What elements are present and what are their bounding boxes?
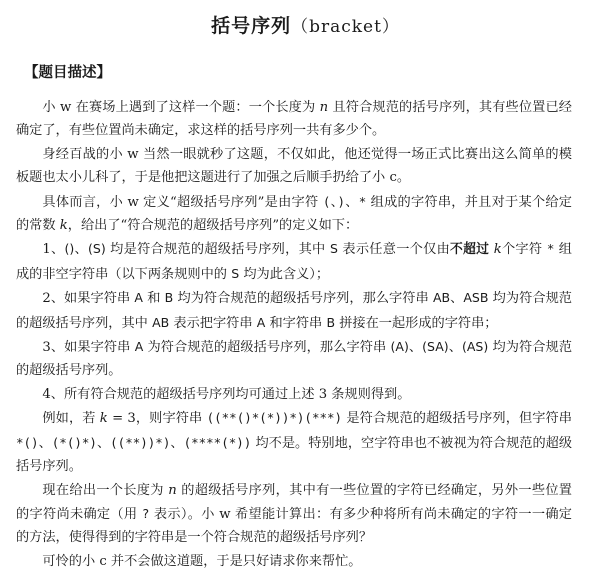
text-span: 表示把字符串	[169, 315, 257, 331]
paragraph-example	[16, 406, 572, 478]
rule-4	[16, 383, 572, 406]
variable-k: k	[59, 218, 68, 234]
text-span: 组成的字符串，并且对于某个给定的常数	[16, 194, 572, 234]
text-span: 均不是。特别地，空字符串也不被视为符合规范的超级括号序列。	[16, 435, 573, 475]
code-a-wrapped: (A)	[390, 339, 409, 355]
rule-3	[16, 335, 572, 383]
example-invalid: *()	[16, 434, 39, 450]
text-span: 、	[448, 340, 462, 356]
rule-1	[16, 237, 572, 286]
code-b: B	[164, 290, 174, 306]
text-span: 1、	[42, 242, 65, 258]
text-span: 、	[450, 291, 464, 307]
text-span: 、	[408, 340, 423, 356]
variable-k: k	[493, 242, 502, 258]
variable-k: k	[99, 411, 108, 427]
paragraph-closing	[16, 550, 572, 573]
text-span: 拼接在一起形成的字符串；	[335, 315, 498, 331]
text-span: 均为符合规范的超级括号序列。	[16, 340, 573, 379]
code-ab: AB	[152, 314, 170, 330]
problem-description	[16, 96, 572, 573]
text-span: 为符合规范的超级括号序列，那么字符串	[143, 340, 391, 356]
text-span: 、	[345, 194, 359, 210]
code-s: S	[231, 265, 240, 281]
variable-n: n	[168, 482, 177, 498]
code-a: A	[256, 314, 266, 330]
text-span: = 3	[107, 411, 136, 427]
emphasis-not-exceeding: 不超过	[450, 242, 490, 258]
text-span: 均是符合规范的超级括号序列，其中	[105, 242, 330, 258]
text-span: 可怜的小 c 并不会做这道题，于是只好请求你来帮忙。	[42, 553, 362, 569]
example-invalid: (*()*)	[51, 434, 97, 450]
text-span: 和	[142, 291, 165, 307]
text-span: 的超级括号序列，其中有一些位置的字符已经确定，另外一些位置的字符尚未确定（用	[16, 482, 572, 522]
text-span: 且符合规范的括号序列，其有些位置已经确定了，有些位置尚未确定，求这样的括号序列一共有多少个。	[16, 100, 572, 139]
text-span: 个字符	[501, 242, 547, 258]
title-english: （bracket）	[291, 17, 400, 37]
text-span: 身经百战的小 w 当然一眼就秒了这题，不仅如此，他还觉得一场正式比赛出这么简单的模板题也太小儿科了，于是他把这题进行了加强之后顺手扔给了小 c。	[16, 146, 572, 186]
code-as-wrapped: (AS)	[462, 339, 489, 355]
page-title	[0, 12, 611, 41]
text-span: 例如，若	[42, 411, 100, 427]
title-chinese: 括号序列	[211, 15, 292, 37]
text-span: 小 w 在赛场上遇到了这样一个题：一个长度为	[42, 100, 320, 115]
code-pair: ()	[64, 241, 75, 257]
section-heading-description: 【题目描述】	[24, 65, 111, 81]
paragraph-strengthen	[16, 143, 572, 190]
variable-n: n	[319, 100, 329, 115]
code-s-wrapped: (S)	[88, 241, 106, 257]
char-open-paren: (	[322, 193, 331, 209]
text-span: 、	[74, 242, 89, 258]
example-valid: ((**()*(*))*)(***)	[206, 410, 343, 426]
example-invalid: ((**))*)	[110, 434, 171, 450]
paragraph-definition	[16, 190, 572, 238]
code-asb: ASB	[463, 290, 489, 306]
code-b: B	[326, 314, 336, 330]
text-span: 2、如果字符串	[42, 291, 135, 307]
paragraph-intro	[16, 96, 572, 143]
char-close-paren: )	[337, 193, 346, 209]
char-star: *	[358, 193, 367, 209]
text-span: 和字符串	[265, 315, 327, 331]
text-span: ，给出了“符合规范的超级括号序列”的定义如下：	[67, 218, 359, 234]
text-span: 3、如果字符串	[42, 340, 135, 356]
text-span: 现在给出一个长度为	[42, 482, 169, 498]
char-star: *	[546, 241, 555, 257]
text-span: 均为符合规范的超级括号序列，那么字符串	[173, 291, 433, 307]
paragraph-task	[16, 479, 572, 550]
text-span: ，则字符串	[135, 411, 207, 427]
text-span: 具体而言，小 w 定义“超级括号序列”是由字符	[42, 194, 323, 210]
char-question: ?	[141, 505, 150, 521]
rule-2	[16, 286, 572, 335]
code-ab: AB	[432, 290, 451, 306]
code-a: A	[134, 290, 143, 306]
text-span: 是符合规范的超级括号序列，但字符串	[342, 411, 572, 427]
code-a: A	[134, 339, 144, 355]
text-span: 表示）。小 w 希望能计算出：有多少种将所有尚未确定的字符一一确定的方法，使得得到的字符串是一个符合规范的超级括号序列？	[16, 506, 572, 546]
example-invalid: (****(*))	[183, 434, 252, 450]
text-span: 均为此含义）；	[239, 266, 330, 282]
code-s: S	[329, 241, 338, 257]
text-span: 表示任意一个仅由	[337, 242, 451, 258]
text-span: 4、所有符合规范的超级括号序列均可通过上述 3 条规则得到。	[42, 386, 411, 402]
text-span: 组成的非空字符串（以下两条规则中的	[16, 242, 572, 282]
text-span: 、	[96, 435, 111, 451]
text-span: 、	[330, 194, 338, 210]
text-span: 、	[170, 435, 184, 451]
text-span: 、	[38, 435, 52, 451]
text-span: 均为符合规范的超级括号序列，其中	[16, 291, 572, 331]
code-sa-wrapped: (SA)	[422, 339, 449, 355]
